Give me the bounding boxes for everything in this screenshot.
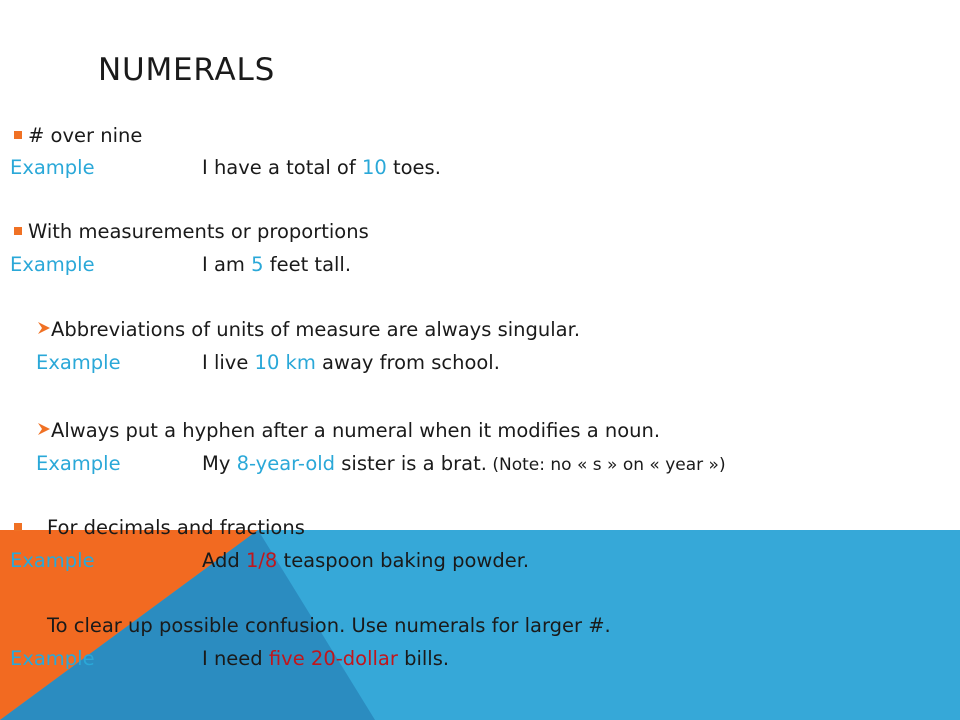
example-text: I live: [202, 351, 255, 374]
example-note: (Note: no « s » on « year »): [486, 455, 726, 475]
highlighted-numeral: 1/8: [245, 549, 278, 572]
example-text: I have a total of: [202, 156, 362, 179]
example-text: sister is a brat.: [335, 452, 487, 475]
slide-title: NUMERALS: [98, 52, 276, 88]
example-text: toes.: [386, 156, 441, 179]
example-text: I am: [202, 253, 252, 276]
example-sentence: [202, 351, 500, 375]
arrow-bullet-icon: [37, 422, 51, 436]
example-label: Example: [10, 647, 95, 670]
example-label: Example: [10, 253, 95, 276]
example-sentence: [202, 156, 441, 180]
square-bullet-icon: [14, 523, 22, 531]
bullet-text: # over nine: [28, 124, 143, 147]
example-sentence: [202, 647, 449, 671]
example-text: teaspoon baking powder.: [277, 549, 530, 572]
bullet-text: To clear up possible confusion. Use numerals for larger #.: [47, 614, 611, 637]
bullet-text: For decimals and fractions: [47, 516, 305, 539]
example-text: Add: [202, 549, 246, 572]
example-sentence: [202, 253, 351, 277]
highlighted-numeral: 10 km: [254, 351, 316, 374]
highlighted-numeral: 5: [251, 253, 264, 276]
example-text: My: [202, 452, 237, 475]
sub-bullet-text: Abbreviations of units of measure are always singular.: [51, 318, 581, 341]
example-sentence: [202, 549, 529, 573]
sub-bullet-text: Always put a hyphen after a numeral when it modifies a noun.: [51, 419, 661, 442]
example-text: bills.: [397, 647, 450, 670]
highlighted-numeral: 10: [361, 156, 387, 179]
example-label: Example: [10, 549, 95, 572]
highlighted-numeral: five 20-dollar: [268, 647, 398, 670]
example-text: feet tall.: [263, 253, 352, 276]
example-text: I need: [202, 647, 269, 670]
square-bullet-icon: [14, 227, 22, 235]
example-label: Example: [10, 156, 95, 179]
bullet-text: With measurements or proportions: [28, 220, 369, 243]
square-bullet-icon: [14, 131, 22, 139]
example-label: Example: [36, 452, 121, 475]
example-sentence: [202, 452, 726, 477]
highlighted-numeral: 8-year-old: [236, 452, 336, 475]
arrow-bullet-icon: [37, 321, 51, 335]
example-text: away from school.: [315, 351, 500, 374]
example-label: Example: [36, 351, 121, 374]
